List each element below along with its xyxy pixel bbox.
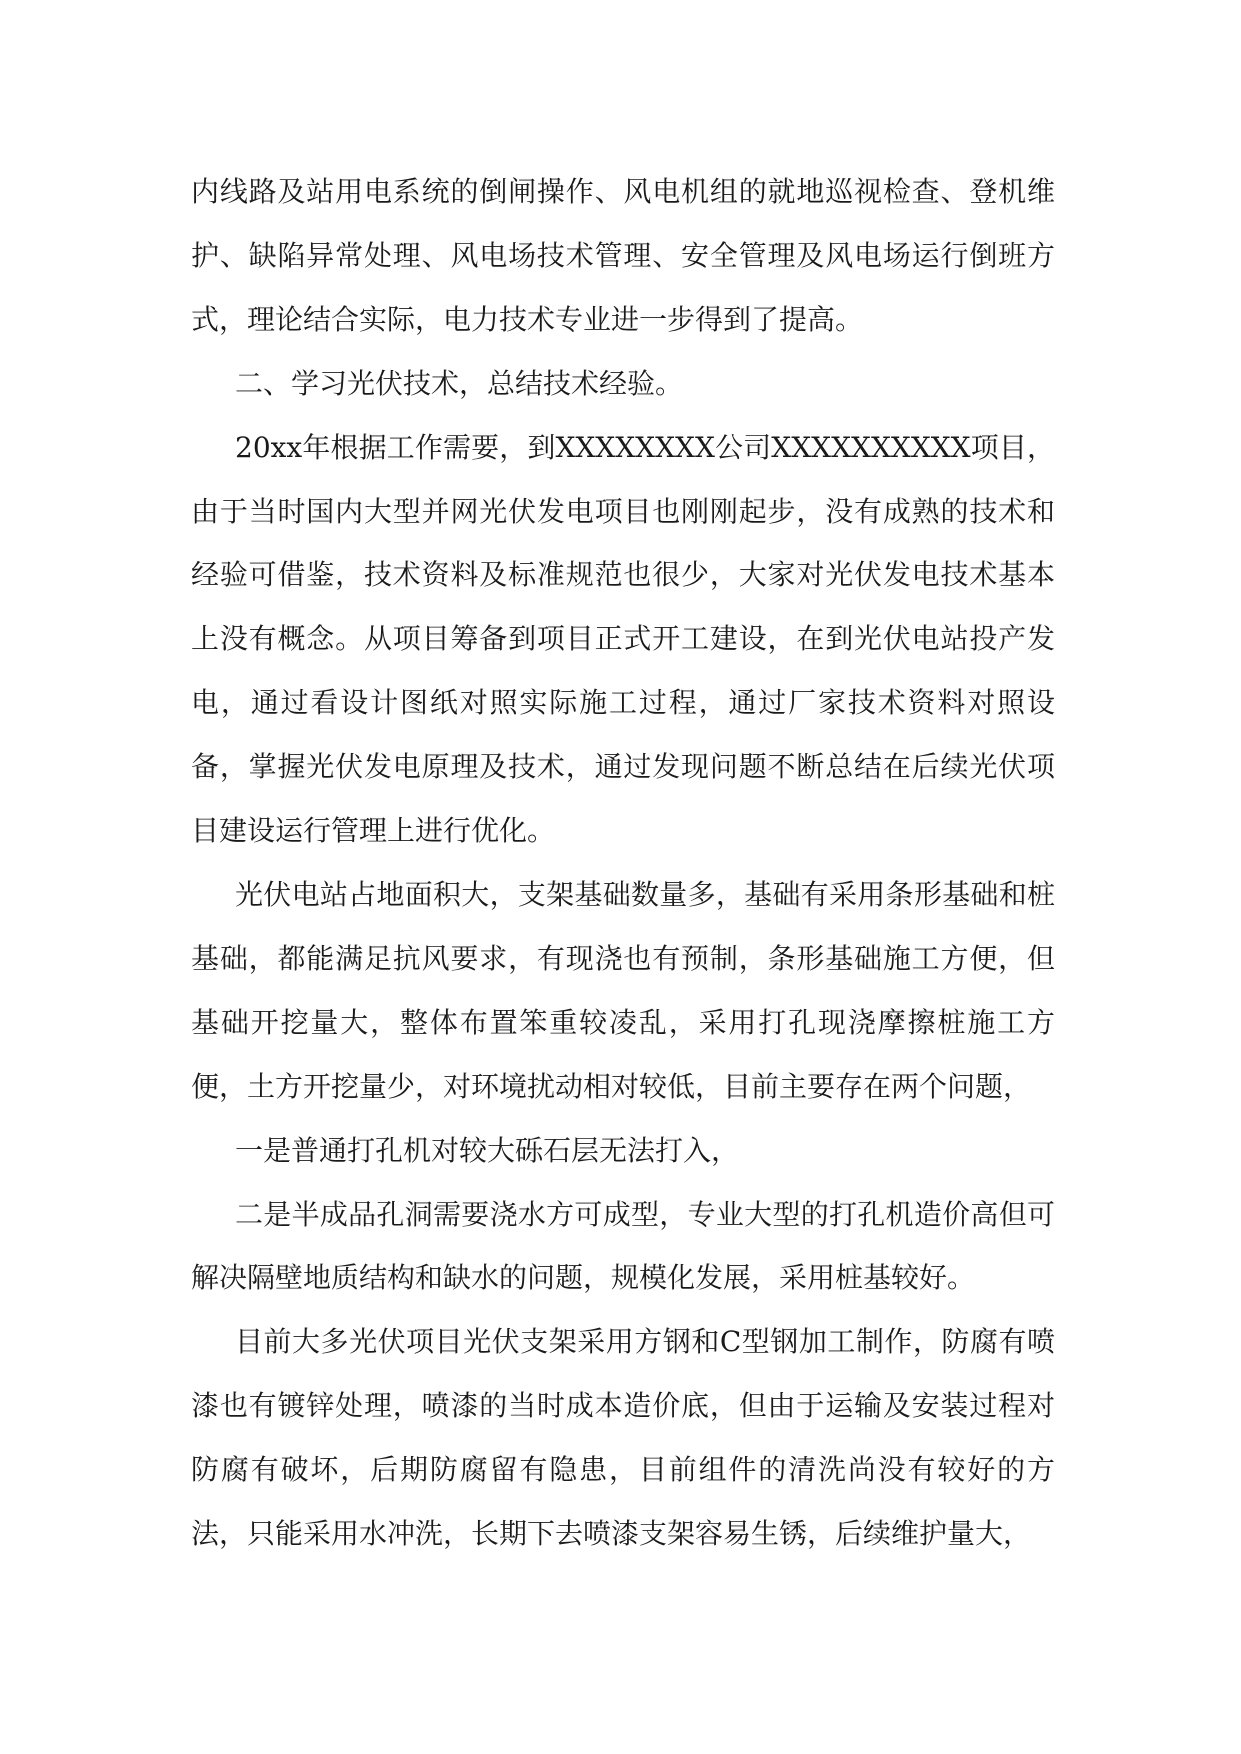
paragraph-1: 内线路及站用电系统的倒闸操作、风电机组的就地巡视检查、登机维护、缺陷异常处理、风电场技术管理、安全管理及风电场运行倒班方式，理论结合实际，电力技术专业进一步得到了提高。 [191,175,1055,336]
paragraph-7: 目前大多光伏项目光伏支架采用方钢和C型钢加工制作，防腐有喷漆也有镀锌处理，喷漆的当时成本造价底，但由于运输及安装过程对防腐有破坏，后期防腐留有隐患，目前组件的清洗尚没有较好的方法，只能采用水冲洗，长期下去喷漆支架容易生锈，后续维护量大， [191,1325,1055,1551]
paragraph-3: 20xx年根据工作需要，到XXXXXXXX公司XXXXXXXXXX项目，由于当时国内大型并网光伏发电项目也刚刚起步，没有成熟的技术和经验可借鉴，技术资料及标准规范也很少，大家对光伏发电技术基本上没有概念。从项目筹备到项目正式开工建设，在到光伏电站投产发电，通过看设计图纸对照实际施工过程，通过厂家技术资料对照设备，掌握光伏发电原理及技术，通过发现问题不断总结在后续光伏项目建设运行管理上进行优化。 [191,430,1055,848]
section-heading: 二、学习光伏技术，总结技术经验。 [235,366,684,400]
document-body [191,160,1055,1566]
paragraph-5: 一是普通打孔机对较大砾石层无法打入， [235,1133,740,1167]
paragraph-6: 二是半成品孔洞需要浇水方可成型，专业大型的打孔机造价高但可解决隔壁地质结构和缺水的问题，规模化发展，采用桩基较好。 [191,1197,1055,1295]
paragraph-4: 光伏电站占地面积大，支架基础数量多，基础有采用条形基础和桩基础，都能满足抗风要求，有现浇也有预制，条形基础施工方便，但基础开挖量大，整体布置笨重较凌乱，采用打孔现浇摩擦桩施工方便，土方开挖量少，对环境扰动相对较低，目前主要存在两个问题， [191,877,1055,1103]
